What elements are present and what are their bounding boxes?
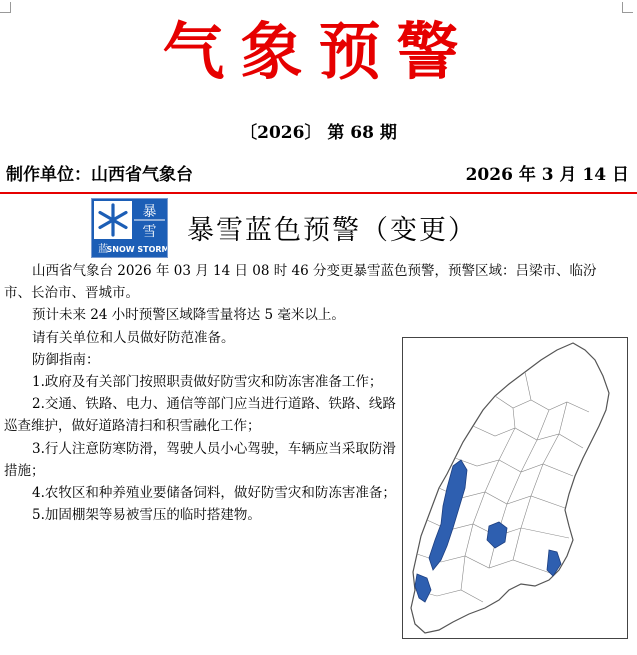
snow-storm-blue-badge [91,198,168,258]
guide-item: 5.加固棚架等易被雪压的临时搭建物。 [32,507,261,524]
guide-heading: 防御指南： [32,351,100,368]
issue-number: 〔2026〕 第 68 期 [240,123,397,143]
alert-body [4,260,597,526]
issue-date: 2026 年 3 月 14 日 [465,165,629,185]
issuer-label: 制作单位：山西省气象台 [6,165,193,185]
red-divider-line [0,192,637,194]
province-outline [411,343,609,633]
badge-char-mid: 雪 [142,224,157,240]
guide-item: 2.交通、铁路、电力、通信等部门应当进行道路、铁路、线路巡查维护，做好道路清扫和积雪融化工作； [4,396,396,435]
alert-paragraph-2: 预计未来 24 小时预警区域降雪量将达 5 毫米以上。 [32,307,345,324]
alert-paragraph-3: 请有关单位和人员做好防范准备。 [32,329,235,346]
alert-title: 暴雪蓝色预警（变更） [187,215,477,246]
guide-item: 1.政府及有关部门按照职责做好防雪灾和防冻害准备工作； [32,374,383,391]
guide-item: 4.农牧区和种养殖业要储备饲料，做好防雪灾和防冻害准备； [32,485,396,502]
document-title: 气象预警 [162,15,475,88]
badge-en-label: SNOW STORM [106,245,167,254]
badge-graphic [92,199,167,257]
shanxi-map-graphic [403,338,627,638]
badge-char-top: 暴 [142,204,157,220]
guide-item: 3.行人注意防寒防滑，驾驶人员小心驾驶，车辆应当采取防滑措施； [4,440,396,479]
alert-paragraph-1: 山西省气象台 2026 年 03 月 14 日 08 时 46 分变更暴雪蓝色预警，预警区域：吕梁市、临汾市、长治市、晋城市。 [4,263,597,302]
badge-level-char: 蓝 [98,244,108,255]
header-meta-row [6,160,629,186]
warning-area-map [402,337,628,639]
